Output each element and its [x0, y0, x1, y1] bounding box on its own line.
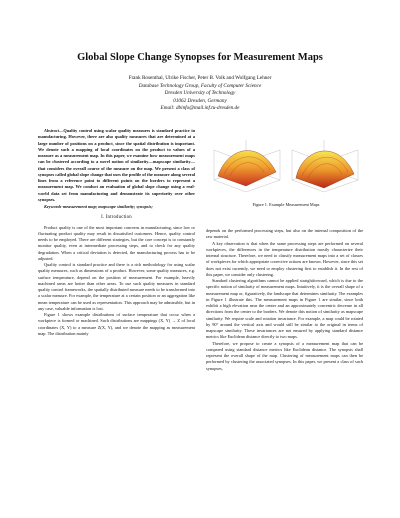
abstract — [38, 128, 195, 203]
right-column — [206, 228, 363, 372]
intro-paragraph-1: Product quality is one of the most important concerns in manufacturing, since low or fluctuating product quality may result in dissatisfied customers. Hence, quality control needs to be employed. There are different strategies, but the core concept is to constantly monitor quality, even at intermediate processing steps, and to check for any quality degradation. When a critical deviation is detected, the manufacturing process has to be adjusted. — [38, 224, 195, 261]
intro-paragraph-3: Figure 1 shows example distributions of surface temperature that occur when a workpiece is formed or machined. Such distributions are mappings (X, Y) → Z of local coordinates (X, Y) to a measure Z(X, Y), and we denote the mapping as measurement map. The distribution mainly — [38, 312, 195, 336]
keywords-label: Keywords — [44, 204, 62, 209]
abstract-text: —Quality control using scalar quality measures is standard practice in manufacturing. However, there are also quality measures that are determined at a large number of positions on a product, since the spatial distribution is important. We denote such a mapping of local coordinates on the product to values of a measure as a measurement map. In this paper, we examine how measurement maps can be clustered according to a novel notion of similarity—mapscape similarity—that considers the overall course of the measure on the map. We present a class of synopses called global slope change that uses the profile of the measure along several lines from a reference point to different points on the borders to represent a measurement map. We conduct an evaluation of global slope change using a real-world data set from manufacturing and demonstrate its superiority over other synopses. — [38, 128, 195, 202]
figure-caption: Figure 1. Example Measurement Maps — [252, 202, 320, 207]
paper-title: Global Slope Change Synopses for Measurement Maps — [77, 52, 323, 63]
affiliation-group: Database Technology Group, Faculty of Computer Science — [138, 82, 262, 89]
keywords-text: -measurement map; mapscape similarity; synopsis; — [61, 204, 153, 209]
measurement-map-plots — [210, 136, 362, 198]
right-paragraph-4: Therefore, we propose to create a synopsis of a measurement map that can be compared using standard distance metrics like Euclidean distance. The synopsis shall represent the overall shape of the map. Clustering of measurement maps can then be performed by clustering the associated synopses. In this paper, we present a class of such synopses, — [206, 340, 363, 371]
affiliation-university: Dresden University of Technology — [164, 90, 236, 97]
affiliation-address: 01062 Dresden, Germany — [173, 97, 227, 104]
author-block — [0, 75, 400, 113]
right-paragraph-2: A key observation is that when the same processing steps are performed on several workpieces, the differences in the temperature distribution mostly characterize their internal structure. Therefore, we need to classify measurement maps into a set of classes of workpieces for which appropriate corrective actions are known. However, since this set does not exist currently, we need to employ clustering first to establish it. In the rest of this paper, we consider only clustering. — [206, 240, 363, 277]
right-paragraph-1: depends on the performed processing steps, but also on the internal composition of the raw material. — [206, 228, 363, 240]
surface-plot-2 — [292, 140, 358, 192]
keywords — [38, 204, 195, 210]
author-names: Frank Rosenthal, Ulrike Fischer, Peter B. Volk and Wolfgang Lehner — [128, 75, 272, 81]
figure-1 — [210, 136, 362, 207]
right-paragraph-3: Standard clustering algorithms cannot be applied straightforward, which is due to the specific notion of similarity of measurement maps. Intuitively, it is the overall shape of a measurement map or, figuratively, the landscape that determines similarity. The examples in Figure 1 illustrate this. The measurement maps in Figure 1 are similar, since both exhibit a high elevation near the center and an approximately concentric decrease in all directions from the center to the borders. We denote this notion of similarity as mapscape similarity. We require scale and rotation invariance. For example, a map could be rotated by 90° around the vertical axis and would still be similar to the original in terms of mapscape similarity. These invariances are not ensured by applying standard distance metrics like Euclidean distance directly to two maps. — [206, 278, 363, 340]
author-email: Email: dbinfo@mail.inf.tu-dresden.de — [160, 105, 240, 112]
section-heading-introduction: I. Introduction — [101, 215, 132, 221]
abstract-label: Abstract — [44, 128, 59, 133]
surface-plot-1 — [214, 140, 280, 192]
intro-paragraph-2: Quality control is standard practice and there is a rich methodology for using scalar quality measures, such as dimensions of a product. However, some quality measures, e.g. surface temperature, depend on the position of measurement. For example, heavily machined areas are hotter than other areas. To use such quality measures in standard quality control frameworks, the spatially distributed measure needs to be transformed into a scalar measure. For example, the temperature at a certain position or an aggregation like mean temperature can be used as representation. This approach may be admissible, but in any case, valuable information is lost. — [38, 262, 195, 311]
left-column — [38, 128, 195, 337]
